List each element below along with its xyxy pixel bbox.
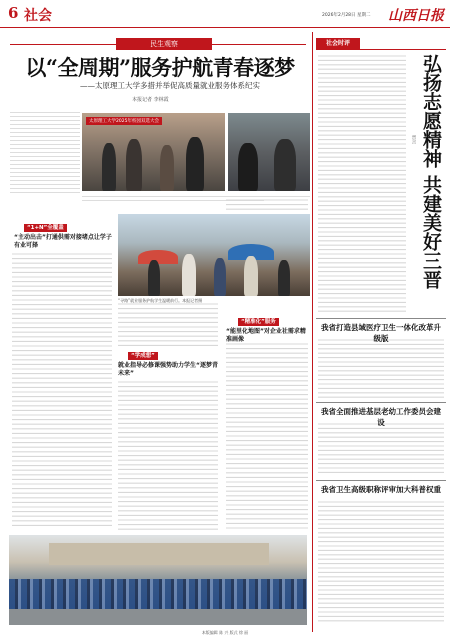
- column-banner: 民生观察: [116, 38, 212, 50]
- issue-date: 2026年2月28日 星期二: [322, 13, 371, 18]
- building-shape: [49, 543, 269, 565]
- subsection-banner-3: “学成想”: [128, 352, 158, 360]
- news-rule-3: [316, 480, 446, 481]
- news-headline-3: 我省卫生高级职称评审加大科普权重: [321, 485, 441, 494]
- byline: 本报记者 李林霞: [132, 97, 169, 103]
- ground-shape: [9, 609, 307, 625]
- recruitment-fair-photo: [9, 535, 307, 625]
- commentary-author: 晋言: [411, 135, 416, 144]
- subsection-banner-2b: “精准化”服务: [238, 318, 279, 326]
- sub-headline: ——太原理工大学多措并举促高质量就业服务体系纪实: [80, 81, 260, 90]
- newspaper-logo: 山西日报: [388, 8, 444, 24]
- section-name: 社会: [24, 8, 52, 24]
- crowd-shape: [9, 579, 307, 609]
- photo-caption-mid: “寻路”就业服务护航学生温暖前行。本报记者摄: [118, 298, 203, 303]
- news-rule-2: [316, 402, 446, 403]
- subsection-title-1: “主动出击”打通供需对接堵点让学子有业可择: [14, 234, 112, 249]
- subsection-title-2: “能里化地图”对企业社需求精准画像: [226, 328, 306, 343]
- subsection-banner-1: “1+N”全覆盖: [24, 224, 67, 232]
- photo-tag: 太原理工大学2025年校园双选大会: [86, 117, 162, 125]
- main-headline: 以“全周期”服务护航青春逐梦: [25, 55, 295, 80]
- news-rule-1: [316, 318, 446, 319]
- commentary-banner: 社会时评: [316, 38, 360, 49]
- commentary-rule: [316, 49, 446, 50]
- subsection-title-3: 就业指导必修课强势助力学生“逐梦青未来”: [118, 362, 218, 377]
- page-number: 6: [8, 4, 19, 22]
- page-footer: 本版编辑 陈 兴 版式 徐 丽: [201, 630, 249, 635]
- commentary-title: 弘扬志愿精神 共建美好三晋: [420, 54, 442, 289]
- news-headline-1: 我省打造县域医疗卫生一体化改革升级版: [321, 323, 441, 343]
- column-divider: [312, 32, 313, 632]
- news-headline-2: 我省全面推进基层老幼工作委员会建设: [321, 407, 441, 427]
